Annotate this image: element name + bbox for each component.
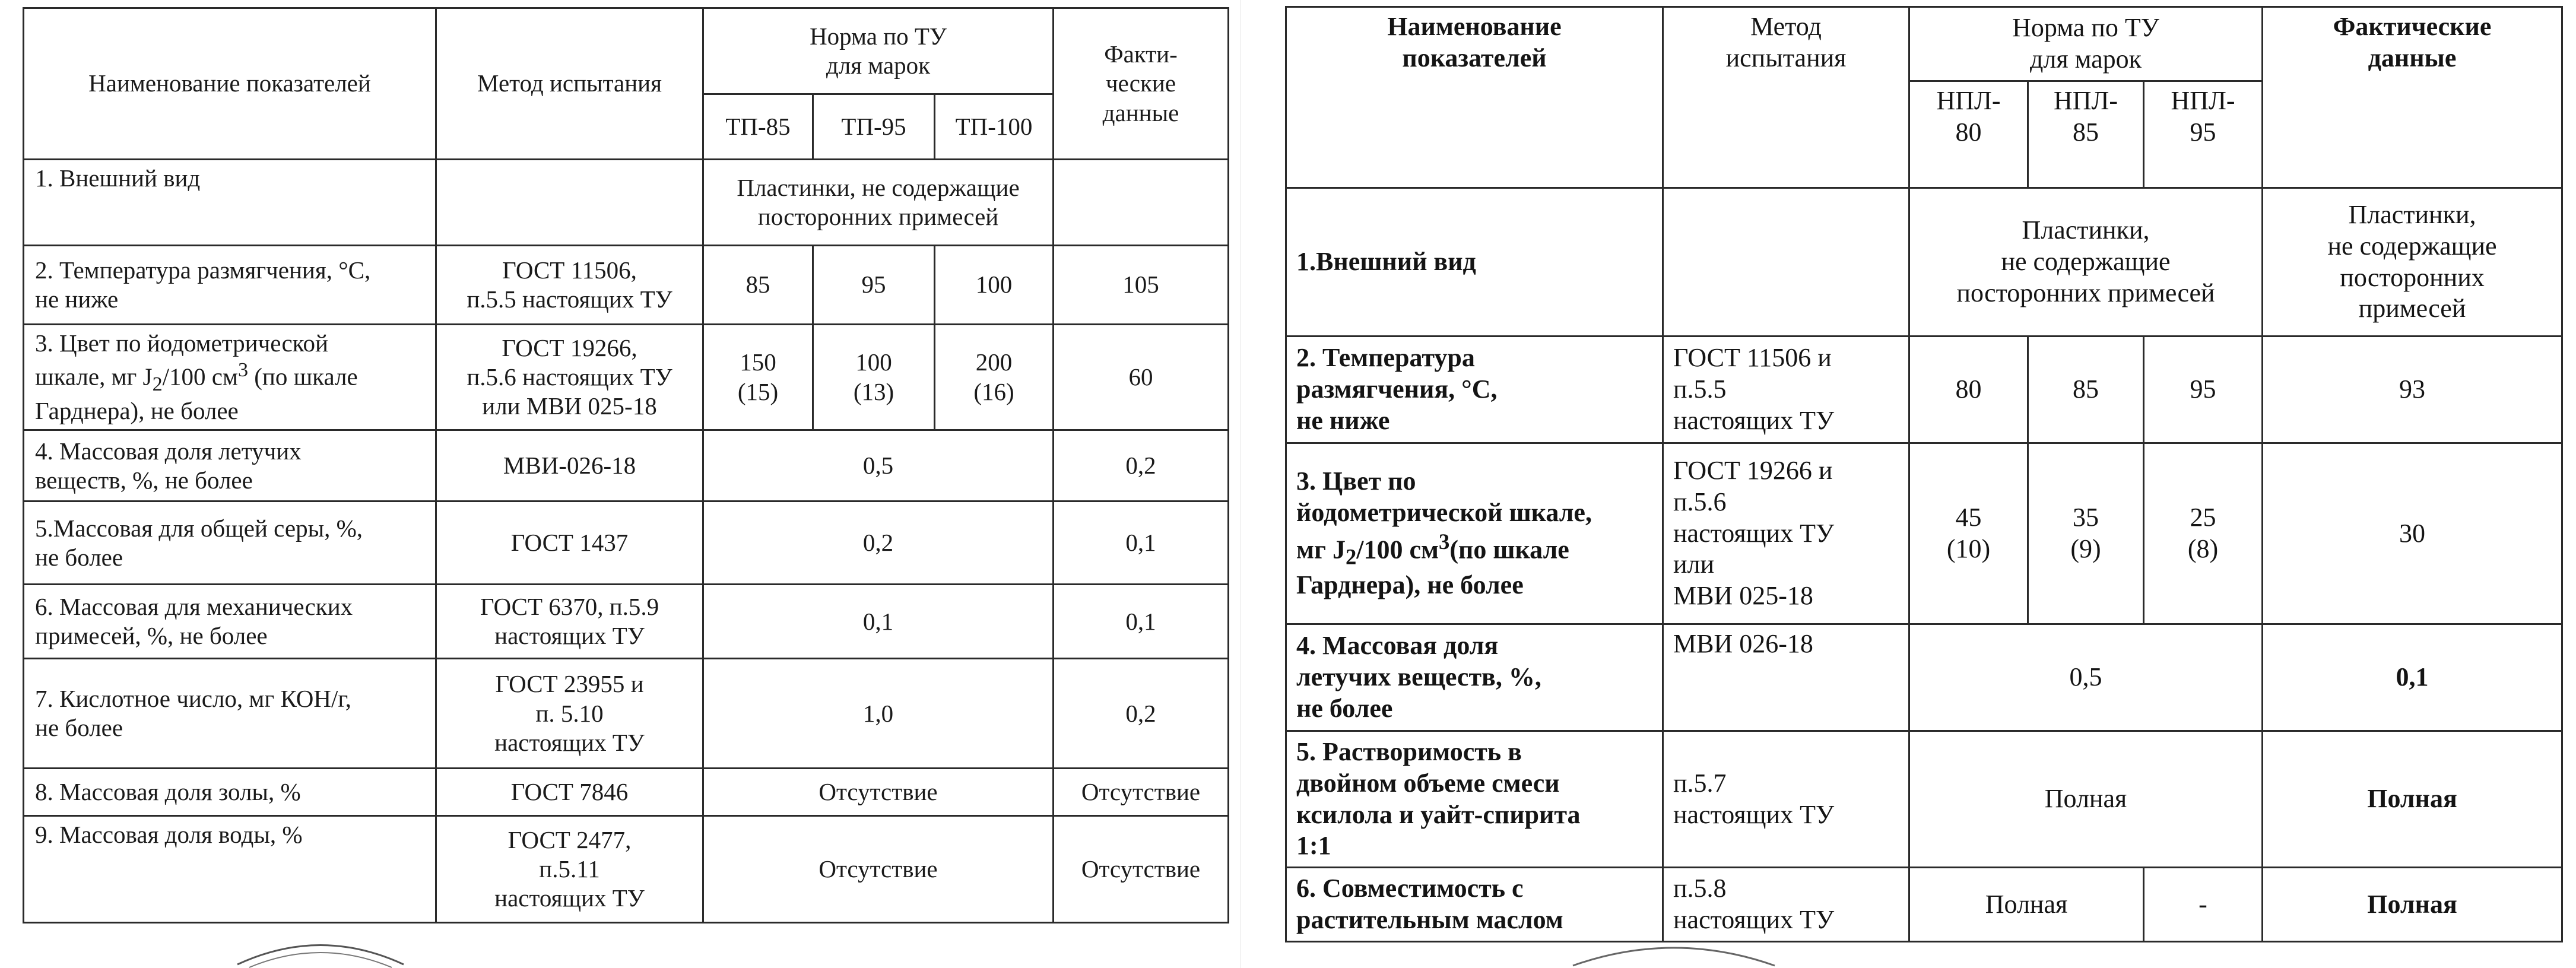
row-fact: Отсутствие [1054, 769, 1229, 816]
row-norm: 1,0 [703, 659, 1054, 769]
row-fact: 93 [2263, 337, 2562, 443]
grade-npl95: НПЛ- 95 [2144, 81, 2263, 188]
row-norm: 95 [813, 246, 935, 325]
grade-npl85: НПЛ- 85 [2028, 81, 2144, 188]
col-header-fact: Фактические данные [2263, 7, 2562, 188]
row-fact: Отсутствие [1054, 816, 1229, 923]
row-norm: Пластинки, не содержащие посторонних примесей [703, 160, 1054, 246]
row-fact: Полная [2263, 731, 2562, 868]
col-header-norm: Норма по ТУ для марок [703, 8, 1054, 94]
row-norm: 0,2 [703, 502, 1054, 585]
row-fact: 105 [1054, 246, 1229, 325]
row-name: 1. Внешний вид [24, 160, 436, 246]
row-method: ГОСТ 11506 и п.5.5 настоящих ТУ [1663, 337, 1909, 443]
right-quality-table [1285, 6, 2563, 942]
row-fact: 0,1 [1054, 585, 1229, 659]
row-name: 7. Кислотное число, мг КОН/г, не более [24, 659, 436, 769]
table-row [24, 325, 1229, 430]
row-norm: Полная [1909, 731, 2263, 868]
row-name: 5.Массовая для общей серы, %, не более [24, 502, 436, 585]
table-row [24, 502, 1229, 585]
row-norm: 85 [703, 246, 813, 325]
row-norm: Отсутствие [703, 769, 1054, 816]
table-row [1286, 868, 2562, 942]
table-row [24, 659, 1229, 769]
header-row [1286, 7, 2562, 81]
row-method: МВИ 026-18 [1663, 624, 1909, 731]
row-method: ГОСТ 19266 и п.5.6 настоящих ТУ или МВИ 025-18 [1663, 443, 1909, 624]
col-header-fact: Факти- ческие данные [1054, 8, 1229, 160]
row-method: ГОСТ 7846 [436, 769, 703, 816]
row-norm: 0,5 [703, 430, 1054, 502]
col-header-method: Метод испытания [1663, 7, 1909, 188]
col-header-norm: Норма по ТУ для марок [1909, 7, 2263, 81]
row-norm: 0,5 [1909, 624, 2263, 731]
row-name: 8. Массовая доля золы, % [24, 769, 436, 816]
col-header-name: Наименование показателей [1286, 7, 1663, 188]
row-name: 9. Массовая доля воды, % [24, 816, 436, 923]
row-method: ГОСТ 1437 [436, 502, 703, 585]
row-norm: Отсутствие [703, 816, 1054, 923]
row-norm: 150 (15) [703, 325, 813, 430]
row-method: ГОСТ 19266, п.5.6 настоящих ТУ или МВИ 025-18 [436, 325, 703, 430]
row-name: 3. Цвет по йодометрической шкале, мг $J_2/100$ $см^3$ (по шкале Гарднера), не более [24, 325, 436, 430]
row-norm: 80 [1909, 337, 2028, 443]
row-name: 6. Совместимость с растительным маслом [1286, 868, 1663, 942]
row-method: п.5.8 настоящих ТУ [1663, 868, 1909, 942]
grade-tp100: ТП-100 [935, 94, 1054, 160]
row-name: 2. Температура размягчения, °С, не ниже [1286, 337, 1663, 443]
table-row [24, 816, 1229, 923]
row-fact: 0,2 [1054, 430, 1229, 502]
row-method: ГОСТ 23955 и п. 5.10 настоящих ТУ [436, 659, 703, 769]
row-name: 2. Температура размягчения, °С, не ниже [24, 246, 436, 325]
grade-npl80: НПЛ- 80 [1909, 81, 2028, 188]
table-row [1286, 731, 2562, 868]
row-fact: Пластинки, не содержащие посторонних примесей [2263, 188, 2562, 337]
row-norm: 100 [935, 246, 1054, 325]
row-norm: Пластинки, не содержащие посторонних примесей [1909, 188, 2263, 337]
row-norm: 45 (10) [1909, 443, 2028, 624]
row-fact: 30 [2263, 443, 2562, 624]
row-norm: 0,1 [703, 585, 1054, 659]
table-row [24, 585, 1229, 659]
row-method: ГОСТ 11506, п.5.5 настоящих ТУ [436, 246, 703, 325]
row-name: 4. Массовая доля летучих веществ, %, не более [24, 430, 436, 502]
row-name: 1.Внешний вид [1286, 188, 1663, 337]
row-method: п.5.7 настоящих ТУ [1663, 731, 1909, 868]
row-norm: 85 [2028, 337, 2144, 443]
grade-tp95: ТП-95 [813, 94, 935, 160]
table-row [24, 160, 1229, 246]
row-norm: 95 [2144, 337, 2263, 443]
table-row [1286, 443, 2562, 624]
table-row [1286, 337, 2562, 443]
table-row [1286, 188, 2562, 337]
table-row [1286, 624, 2562, 731]
row-method [1663, 188, 1909, 337]
left-quality-table [23, 7, 1229, 923]
row-name: 6. Массовая для механических примесей, %, не более [24, 585, 436, 659]
row-norm: 35 (9) [2028, 443, 2144, 624]
col-header-name: Наименование показателей [24, 8, 436, 160]
row-method: МВИ-026-18 [436, 430, 703, 502]
row-name: 4. Массовая доля летучих веществ, %, не более [1286, 624, 1663, 731]
row-method [436, 160, 703, 246]
row-method: ГОСТ 2477, п.5.11 настоящих ТУ [436, 816, 703, 923]
row-method: ГОСТ 6370, п.5.9 настоящих ТУ [436, 585, 703, 659]
row-name: 3. Цвет по йодометрической шкале, мг $J_2/100$ $см^3(по$ шкале Гарднера), не более [1286, 443, 1663, 624]
row-name: 5. Растворимость в двойном объеме смеси ксилола и уайт-спирита 1:1 [1286, 731, 1663, 868]
row-fact: Полная [2263, 868, 2562, 942]
header-row [24, 8, 1229, 94]
row-norm: 25 (8) [2144, 443, 2263, 624]
row-norm: Полная [1909, 868, 2144, 942]
row-fact: 0,1 [2263, 624, 2562, 731]
table-row [24, 246, 1229, 325]
stamp-arc-left [226, 932, 415, 968]
table-row [24, 430, 1229, 502]
row-fact: 60 [1054, 325, 1229, 430]
row-norm: 100 (13) [813, 325, 935, 430]
row-norm: 200 (16) [935, 325, 1054, 430]
grade-tp85: ТП-85 [703, 94, 813, 160]
row-norm: - [2144, 868, 2263, 942]
row-fact: 0,2 [1054, 659, 1229, 769]
table-row [24, 769, 1229, 816]
row-fact: 0,1 [1054, 502, 1229, 585]
row-fact [1054, 160, 1229, 246]
col-header-method: Метод испытания [436, 8, 703, 160]
